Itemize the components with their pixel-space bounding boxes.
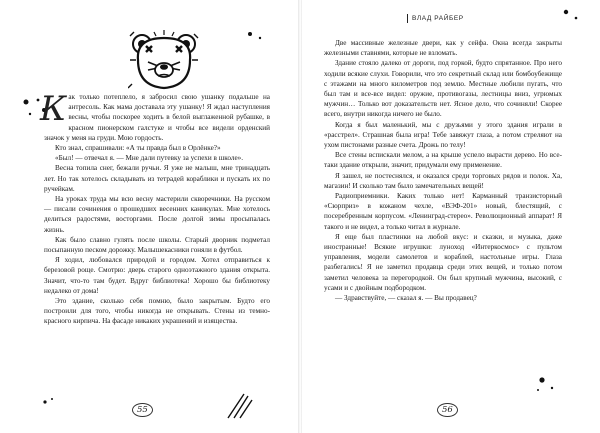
- right-page-text: [324, 38, 562, 303]
- paragraph: Все стены вспискали мелом, а на крыше успело вырасти дерево. Но все-таки здание открыли, значит, придумали ему применение.: [324, 151, 562, 170]
- left-page: [0, 0, 298, 433]
- ink-splatter-decoration: [534, 372, 558, 399]
- paragraph: Я зашел, не постеснялся, и оказался среди торговых рядов и полок. Ха, магазин! И сколько там было замечательных вещей!: [324, 171, 562, 190]
- scratch-marks-decoration: [224, 390, 254, 425]
- paragraph: На уроках труда мы всю весну мастерили скворечники. На русском — писали сочинения о прошедших весенних каникулах. Мне хотелось делиться радостями, восторгами. После долгой зимы просыпалась жизнь.: [44, 195, 270, 234]
- right-page: [302, 0, 600, 433]
- paragraph: Радиоприемники. Каких только нет! Карманный транзисторный «Сюрприз» в кожаном чехле, «ВЭФ-201» новый, блестящий, с посеребренным корпусом. «Ленинград-стерео». Революционный аппарат! Я такого и не видел, а только читал в журнале.: [324, 192, 562, 231]
- paragraph: Весна топила снег, бежали ручьи. Я уже не малыш, мне тринадцать лет. Но так хотелось складывать из тетрадей кораблики и пускать их по ручейкам.: [44, 164, 270, 193]
- running-head-divider: [407, 14, 408, 23]
- paragraph: Две массивные железные двери, как у сейфа. Окна всегда закрыты железными ставнями, которые не взломать.: [324, 39, 562, 58]
- paragraph: Я еще был пластинки на любой вкус: и сказки, и музыка, даже иностранные! Всякие игрушки: луноход «Интеркосмос» с пультом управления, модели самолетов и кораблей, настольные игры. Глаза разбегались! Я не заметил продавца среди этих вещей, и только потом заметил человека за перегородкой. Он был крупный мужчина, высокий, с усами и с двойным подбородком.: [324, 232, 562, 292]
- paragraph: Это здание, сколько себя помню, было закрытым. Будто его построили для того, чтобы никогда не открывать. Стены из темно-красного кирпича. На фасаде никаких украшений и изящества.: [44, 297, 270, 326]
- ink-splatter-decoration: [246, 30, 266, 51]
- paragraph: — Здравствуйте, — сказал я. — Вы продавец?: [335, 294, 477, 303]
- ink-splatter-decoration: [560, 6, 582, 29]
- paragraph: Как было славно гулять после школы. Старый дворник подметал посыпанную песком дорожку. Малышекасники гоняли в футбол.: [44, 235, 270, 255]
- left-page-text: [40, 89, 270, 327]
- paragraph: Кто знал, спрашивали: «А ты правда был в Орлёнке?»: [55, 144, 221, 153]
- paragraph: «Был! — отвечал я. — Мне дали путевку за успехи в школе».: [55, 154, 244, 163]
- paragraph: Я ходил, любовался природой и городом. Хотел отправиться к березовой роще. Смотрю: дверь старого одноэтажного здания открыта. Значит, что-то там будет. Вдруг библиотека! Хорошо бы библиотеку недалеко от дома!: [44, 256, 270, 295]
- running-head: ВЛАД РАЙБЕР: [407, 14, 464, 23]
- paragraph: Когда я был маленький, мы с друзьями у этого здания играли в «расстрел». Страшная была игра! Тебе завяжут глаза, а потом стреляют на ухом пистонами разные счета. Дрожь по телу!: [324, 120, 562, 150]
- page-number: 56: [437, 403, 458, 417]
- paragraph: Здание стояло далеко от дороги, под горкой, будто спрятанное. Про него ходили всякие слухи. Говорили, что это секретный склад или бомбоубежище с этажами на много километров под землю. Местные любили пугать, что был там и все-все видел: оружие, противогазы, лестницы вниз, угрюмых мужчин… Только вот доказательств нет. Ясное дело, что сочиняли! Скорее всего, внутри никогда ничего не было.: [324, 59, 562, 119]
- drop-cap: К: [40, 89, 67, 129]
- page-number: 55: [132, 403, 153, 417]
- paragraph: Как только потеплело, я забросил свою ушанку подальше на антресоль. Как мама доставала эту ушанку! Я ждал наступления весны, чтобы поскорее ходить в белой выглаженной рубашке, в красном пионерском галстуке и чтобы все видели орденский значок у меня на груди. Мою гордость.: [40, 89, 270, 142]
- teddy-bear-illustration: [128, 30, 200, 92]
- ink-splatter-decoration: [40, 395, 58, 414]
